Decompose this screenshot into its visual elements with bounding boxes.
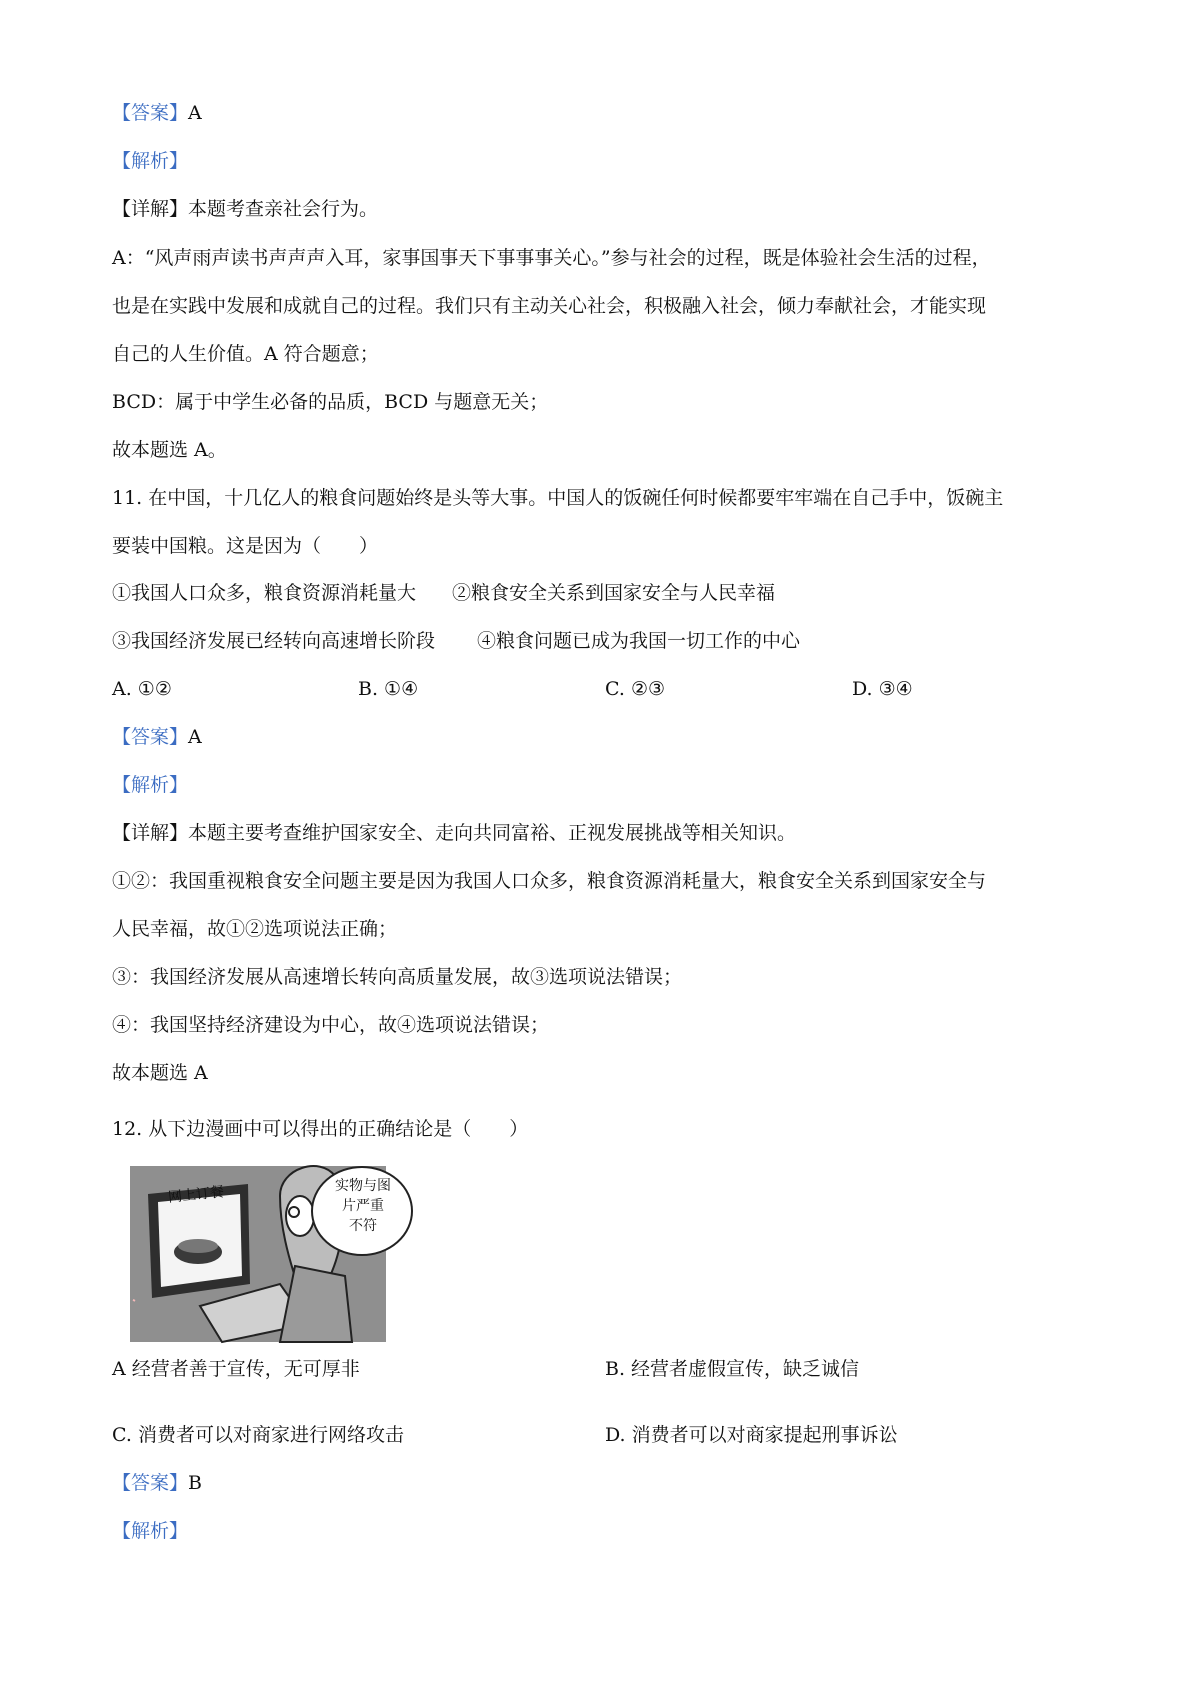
answer-value: A [188,726,202,748]
q10-analysis-tag: 【解析】 [112,150,189,172]
q10-detail-line [112,194,378,224]
q11-statement-row [112,626,800,656]
detail-text: 本题考查亲社会行为。 [188,198,379,220]
q10-answer-line [112,98,202,128]
answer-tag: 【答案】 [112,1472,189,1494]
q12-option-a: A 经营者善于宣传，无可厚非 [112,1358,360,1380]
answer-tag: 【答案】 [112,102,189,124]
q11-explanation-line: 人民幸福，故①②选项说法正确； [112,918,398,940]
q11-answer-line [112,722,202,752]
q11-statement-4: ④粮食问题已成为我国一切工作的中心 [477,630,801,652]
q11-stem-line: 要装中国粮。这是因为（ ） [112,535,379,557]
q10-conclusion-line: 故本题选 A。 [112,439,227,461]
q10-explanation-line: 自己的人生价值。A 符合题意； [112,343,379,365]
q12-answer-line [112,1468,202,1498]
q11-explanation-line: ③：我国经济发展从高速增长转向高质量发展，故③选项说法错误； [112,966,683,988]
q11-stem-line: 11. 在中国，十几亿人的粮食问题始终是头等大事。中国人的饭碗任何时候都要牢牢端在自己手中，饭碗主 [112,487,1004,509]
q10-explanation-line: BCD：属于中学生必备的品质，BCD 与题意无关； [112,391,549,413]
q11-explanation-line: ④：我国坚持经济建设为中心，故④选项说法错误； [112,1014,550,1036]
answer-value: A [188,102,202,124]
q12-stem-line: 12. 从下边漫画中可以得出的正确结论是（ ） [112,1118,529,1140]
q11-statement-row [112,578,775,608]
q11-option-b: B. ①④ [358,678,419,700]
detail-tag: 【详解】 [112,822,189,844]
detail-text: 本题主要考查维护国家安全、走向共同富裕、正视发展挑战等相关知识。 [188,822,797,844]
q10-explanation-line: A：“风声雨声读书声声声入耳，家事国事天下事事事关心。”参与社会的过程，既是体验社会生活的过程， [112,247,991,269]
cartoon-bubble-text: 实物与图 片严重 不符 [335,1178,391,1234]
q11-option-d: D. ③④ [852,678,913,700]
q12-option-c: C. 消费者可以对商家进行网络攻击 [112,1424,404,1446]
q11-explanation-line: ①②：我国重视粮食安全问题主要是因为我国人口众多，粮食资源消耗量大，粮食安全关系到国家安全与 [112,870,987,892]
q11-conclusion-line: 故本题选 A [112,1062,208,1084]
q11-analysis-tag: 【解析】 [112,774,189,796]
q12-option-d: D. 消费者可以对商家提起刑事诉讼 [605,1424,898,1446]
q11-option-c: C. ②③ [605,678,666,700]
q11-option-a: A. ①② [112,678,172,700]
answer-value: B [188,1472,202,1494]
answer-tag: 【答案】 [112,726,189,748]
q11-statement-2: ②粮食安全关系到国家安全与人民幸福 [452,582,776,604]
cartoon-screen-text: 网上订餐 [167,1184,225,1206]
watermark: · [124,1293,146,1309]
q11-detail-line [112,818,796,848]
q12-analysis-tag: 【解析】 [112,1520,189,1542]
q11-statement-1: ①我国人口众多，粮食资源消耗量大 [112,582,417,604]
q11-statement-3: ③我国经济发展已经转向高速增长阶段 [112,630,436,652]
q12-option-b: B. 经营者虚假宣传，缺乏诚信 [605,1358,860,1380]
detail-tag: 【详解】 [112,198,189,220]
q10-explanation-line: 也是在实践中发展和成就自己的过程。我们只有主动关心社会，积极融入社会，倾力奉献社会，才能实现 [112,295,987,317]
